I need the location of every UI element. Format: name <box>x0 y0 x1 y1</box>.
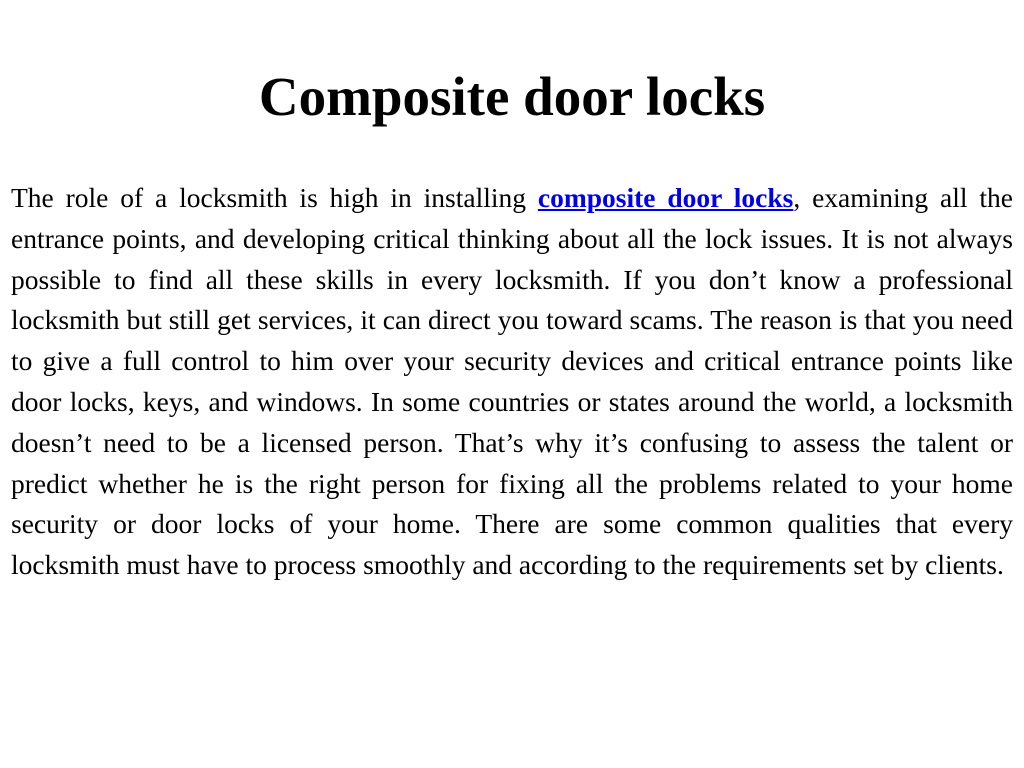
paragraph-text-before-link: The role of a locksmith is high in installing <box>11 182 538 213</box>
paragraph-text-after-link: , examining all the entrance points, and developing critical thinking about all the lock issues. It is not always possible to find all these skills in every locksmith. If you don’t know a professional locksmith but still get services, it can direct you toward scams. The reason is that you need to give a full control to him over your security devices and critical entrance points like door locks, keys, and windows. In some countries or states around the world, a locksmith doesn’t need to be a licensed person. That’s why it’s confusing to assess the talent or predict whether he is the right person for fixing all the problems related to your home security or door locks of your home. There are some common qualities that every locksmith must have to process smoothly and according to the requirements set by clients. <box>11 182 1013 581</box>
slide-title: Composite door locks <box>258 66 766 127</box>
composite-door-locks-link[interactable]: composite door locks <box>537 182 794 213</box>
body-paragraph <box>11 178 1013 586</box>
